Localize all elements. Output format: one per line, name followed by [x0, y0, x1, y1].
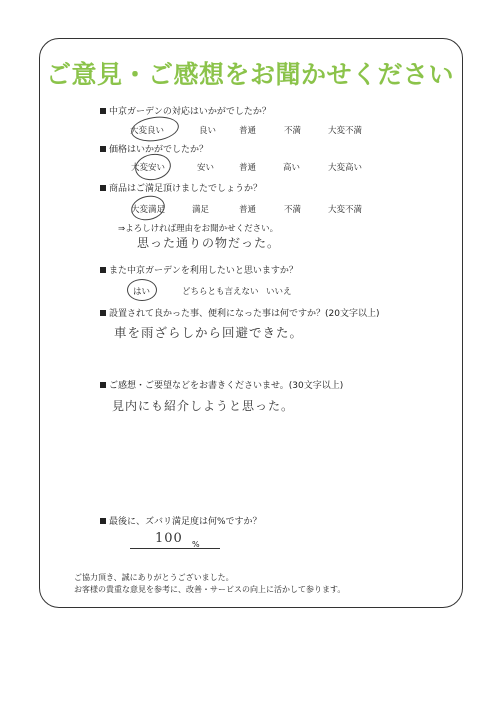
footer-note: お客様の貴重な意見を参考に、改善・サービスの向上に活かして参ります。 — [74, 585, 346, 594]
q3-option-2[interactable]: 満足 — [192, 205, 210, 215]
question-5-label: 設置されて良かった事、便利になった事は何ですか？(20文字以上) — [109, 309, 380, 319]
bullet-square-icon — [100, 382, 106, 388]
q2-option-2[interactable]: 安い — [197, 163, 215, 173]
q1-option-1[interactable]: 大変良い — [130, 126, 165, 136]
q2-option-4[interactable]: 高い — [283, 163, 301, 173]
q6-answer[interactable]: 見内にも紹介しようと思った。 — [112, 399, 295, 413]
question-3-label: 商品はご満足頂けましたでしょうか？ — [109, 184, 263, 194]
q4-selection-circle — [127, 279, 157, 301]
question-1-label: 中京ガーデンの対応はいかがでしたか？ — [109, 107, 271, 117]
q1-option-5[interactable]: 大変不満 — [328, 126, 363, 136]
question-6-label: ご感想・ご要望などをお書きくださいませ。(30文字以上) — [109, 381, 344, 391]
q7-answer[interactable]: 100 — [155, 531, 183, 546]
q7-unit: % — [192, 540, 200, 549]
question-6 — [100, 378, 343, 391]
bullet-square-icon — [100, 518, 106, 524]
question-3 — [100, 181, 262, 194]
q7-answer-underline — [130, 548, 220, 549]
bullet-square-icon — [100, 146, 106, 152]
bullet-square-icon — [100, 310, 106, 316]
q3-option-1[interactable]: 大変満足 — [131, 205, 166, 215]
q1-option-2[interactable]: 良い — [199, 126, 217, 136]
q5-answer[interactable]: 車を雨ざらしから回避できた。 — [114, 325, 304, 340]
question-7-label: 最後に、ズバリ満足度は何%ですか？ — [109, 517, 262, 527]
q3-option-4[interactable]: 不満 — [284, 205, 302, 215]
question-7 — [100, 514, 262, 527]
question-4-label: また中京ガーデンを利用したいと思いますか？ — [109, 266, 298, 276]
q2-option-3[interactable]: 普通 — [239, 163, 257, 173]
q4-option-3[interactable]: いいえ — [266, 287, 292, 297]
question-4 — [100, 263, 298, 276]
bullet-square-icon — [100, 185, 106, 191]
q3-reason-prompt: ⇒よろしければ理由をお聞かせください。 — [118, 224, 279, 234]
q3-option-5[interactable]: 大変不満 — [328, 205, 363, 215]
question-1 — [100, 104, 271, 117]
question-2-label: 価格はいかがでしたか？ — [109, 145, 209, 155]
bullet-square-icon — [100, 108, 106, 114]
q4-option-2[interactable]: どちらとも言えない — [182, 287, 259, 297]
survey-title: ご意見・ご感想をお聞かせください — [45, 60, 454, 89]
q4-option-1[interactable]: はい — [133, 287, 151, 297]
q3-option-3[interactable]: 普通 — [239, 205, 257, 215]
q2-option-5[interactable]: 大変高い — [328, 163, 363, 173]
question-5 — [100, 306, 379, 319]
q1-option-4[interactable]: 不満 — [284, 126, 302, 136]
q2-option-1[interactable]: 大変安い — [131, 163, 166, 173]
q3-reason-answer[interactable]: 思った通りの物だった。 — [137, 236, 281, 250]
footer-thanks: ご協力頂き、誠にありがとうございました。 — [74, 573, 234, 582]
q1-option-3[interactable]: 普通 — [239, 126, 257, 136]
bullet-square-icon — [100, 267, 106, 273]
